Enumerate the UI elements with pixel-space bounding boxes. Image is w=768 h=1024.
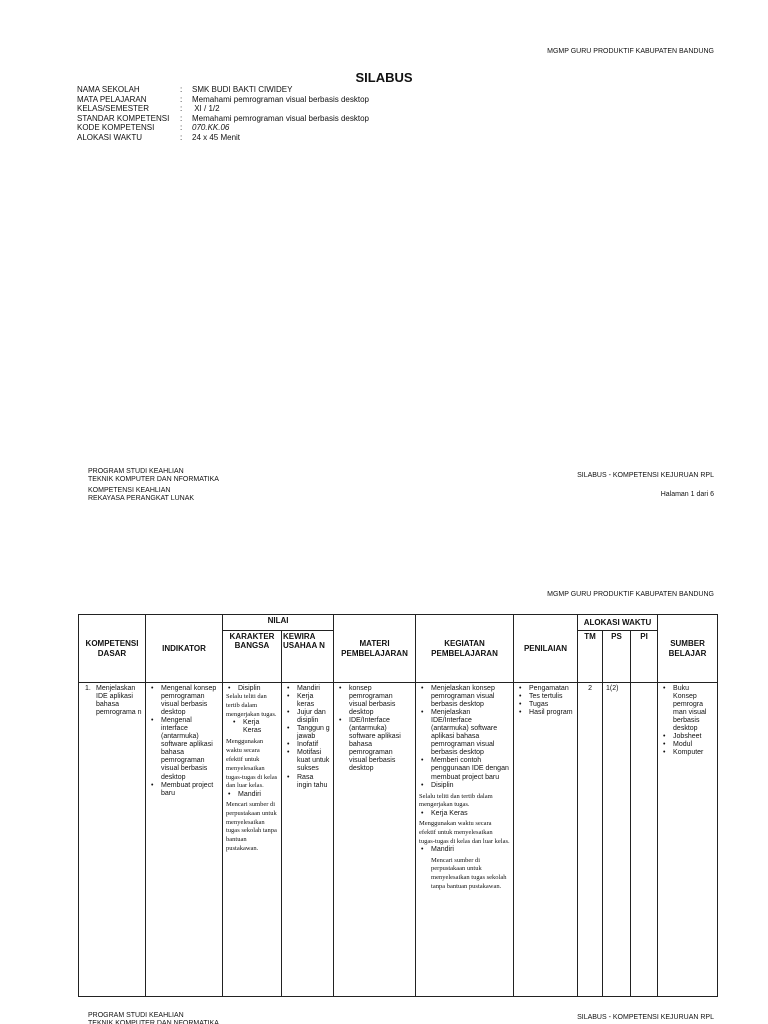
info-row-school xyxy=(77,85,369,95)
description-text: Mencari sumber di perpustakaan untuk menyelesaikan tugas sekolah tanpa bantuan pustakawan. xyxy=(431,856,507,890)
info-value: 24 x 45 Menit xyxy=(192,132,241,142)
header-penilaian: PENILAIAN xyxy=(514,615,578,683)
footer-text: PROGRAM STUDI KEAHLIAN xyxy=(88,1012,184,1019)
list-item: • Pengamatan xyxy=(517,685,574,693)
page-header: MGMP GURU PRODUKTIF KABUPATEN BANDUNG xyxy=(547,591,714,598)
cell-materi xyxy=(334,683,416,997)
list-item: • Tugas xyxy=(517,701,574,709)
cell-tm: 2 xyxy=(578,683,603,997)
cell-ps: 1(2) xyxy=(603,683,631,997)
info-label: STANDAR KOMPETENSI xyxy=(77,113,170,123)
info-label: NAMA SEKOLAH xyxy=(77,85,140,94)
cell-indikator xyxy=(146,683,223,997)
description-text: Selalu teliti dan tertib dalam mengerjakan tugas. xyxy=(226,693,277,718)
header-pi: PI xyxy=(631,631,658,683)
list-item: • Jujur dan disiplin xyxy=(285,709,330,725)
list-item: • Tanggun g jawab xyxy=(285,725,330,741)
list-item: • Rasa ingin tahu xyxy=(285,774,330,790)
info-label: MATA PELAJARAN xyxy=(77,94,147,104)
list-item: • Kerja keras xyxy=(285,693,330,709)
cell-kegiatan xyxy=(416,683,514,997)
list-item: • Menjelaskan konsep pemrograman visual berbasis desktop xyxy=(419,685,510,709)
list-item: • Memberi contoh penggunaan IDE dengan membuat project baru xyxy=(419,757,510,781)
footer-text: TEKNIK KOMPUTER DAN NFORMATIKA xyxy=(88,1020,219,1024)
header-kegiatan: KEGIATAN PEMBELAJARAN xyxy=(416,615,514,683)
header-sumber-belajar: SUMBER BELAJAR xyxy=(658,615,718,683)
list-item: • Mandiri xyxy=(419,846,510,854)
list-item: • Kerja Keras xyxy=(419,810,510,818)
info-colon: : xyxy=(180,85,183,94)
page-title: SILABUS xyxy=(355,70,413,85)
list-item: • Komputer xyxy=(661,749,714,757)
footer-text: KOMPETENSI KEAHLIAN xyxy=(88,487,171,494)
description-text: Menggunakan waktu secara efektif untuk menyelesaikan tugas-tugas di kelas dan luar kelas. xyxy=(419,820,510,845)
list-item: • Mengenal konsep pemrograman visual berbasis desktop xyxy=(149,685,219,717)
header-indikator: INDIKATOR xyxy=(146,615,223,683)
list-item: • IDE/Interface (antarmuka) software aplikasi bahasa pemrograman visual berbasis desktop xyxy=(337,717,412,773)
cell-kewirausahaan xyxy=(282,683,334,997)
list-item: • Disiplin xyxy=(419,782,510,790)
info-value: 070.KK.06 xyxy=(192,123,230,132)
footer-text: PROGRAM STUDI KEAHLIAN xyxy=(88,468,184,475)
description-text: Selalu teliti dan tertib dalam mengerjakan tugas. xyxy=(419,792,493,809)
info-row-class xyxy=(77,104,369,114)
list-item: • Hasil program xyxy=(517,709,574,717)
list-item: • konsep pemrograman visual berbasis desktop xyxy=(337,685,412,717)
info-row-code xyxy=(77,123,369,133)
list-item: • Mandiri xyxy=(226,791,278,799)
list-item: • Inofatif xyxy=(285,741,330,749)
cell-kompetensi xyxy=(79,683,146,997)
info-value: XI / 1/2 xyxy=(192,104,220,113)
footer-left xyxy=(88,1012,219,1024)
footer-text: REKAYASA PERANGKAT LUNAK xyxy=(88,495,195,502)
cell-karakter xyxy=(223,683,282,997)
info-row-time xyxy=(77,133,369,143)
info-value: Memahami pemrograman visual berbasis desktop xyxy=(192,113,369,123)
footer-left xyxy=(88,468,219,503)
list-item: • Disiplin xyxy=(226,685,278,693)
list-item: • Membuat project baru xyxy=(149,782,219,798)
header-tm: TM xyxy=(578,631,603,683)
header-kompetensi-dasar: KOMPETENSI DASAR xyxy=(79,615,146,683)
info-row-standard xyxy=(77,114,369,124)
header-ps: PS xyxy=(603,631,631,683)
cell-sumber xyxy=(658,683,718,997)
page-number: Halaman 1 dari 6 xyxy=(660,491,714,498)
info-colon: : xyxy=(180,113,183,123)
description-text: Menggunakan waktu secara efektif untuk menyelesaikan tugas-tugas di kelas dan luar kelas. xyxy=(226,738,278,790)
info-colon: : xyxy=(180,123,183,132)
info-colon: : xyxy=(180,94,183,104)
info-row-subject xyxy=(77,95,369,105)
header-nilai: NILAI xyxy=(223,615,334,631)
table-row xyxy=(79,683,718,997)
list-item: • Kerja Keras xyxy=(231,719,278,735)
list-item: • Buku Konsep pemrogra man visual berbasis desktop xyxy=(661,685,714,733)
syllabus-table xyxy=(78,614,718,997)
info-label: KODE KOMPETENSI xyxy=(77,123,155,132)
header-karakter-bangsa: KARAKTER BANGSA xyxy=(223,631,282,683)
list-item: • Mengenal interface (antarmuka) software aplikasi bahasa pemrograman visual berbasis desktop xyxy=(149,717,219,781)
list-item: • Jobsheet xyxy=(661,733,714,741)
footer-right: SILABUS - KOMPETENSI KEJURUAN RPL xyxy=(577,472,714,479)
header-kewirausahaan: KEWIRA USAHAA N xyxy=(282,631,334,683)
info-label: ALOKASI WAKTU xyxy=(77,132,143,142)
header-alokasi-waktu: ALOKASI WAKTU xyxy=(578,615,658,631)
info-value: SMK BUDI BAKTI CIWIDEY xyxy=(192,85,293,94)
list-item: • Menjelaskan IDE/Interface (antarmuka) software aplikasi bahasa pemrograman visual berbasis desktop xyxy=(419,709,510,757)
list-item: • Mandiri xyxy=(285,685,330,693)
info-colon: : xyxy=(180,104,183,113)
cell-penilaian xyxy=(514,683,578,997)
description-text: Mencari sumber di perpustakaan untuk menyelesaikan tugas sekolah tanpa bantuan pustakawan. xyxy=(226,801,277,852)
info-value: Memahami pemrograman visual berbasis desktop xyxy=(192,94,369,104)
cell-pi xyxy=(631,683,658,997)
list-item: 1. Menjelaskan IDE aplikasi bahasa pemrograma n xyxy=(82,685,142,717)
header-materi: MATERI PEMBELAJARAN xyxy=(334,615,416,683)
identity-block xyxy=(77,85,369,142)
list-item: • Tes tertulis xyxy=(517,693,574,701)
list-item: • Motifasi kuat untuk sukses xyxy=(285,749,330,773)
info-label: KELAS/SEMESTER xyxy=(77,104,150,113)
list-item: • Modul xyxy=(661,741,714,749)
footer-text: TEKNIK KOMPUTER DAN NFORMATIKA xyxy=(88,476,219,483)
page-header: MGMP GURU PRODUKTIF KABUPATEN BANDUNG xyxy=(547,48,714,55)
info-colon: : xyxy=(180,132,183,142)
footer-right: SILABUS - KOMPETENSI KEJURUAN RPL xyxy=(577,1014,714,1021)
